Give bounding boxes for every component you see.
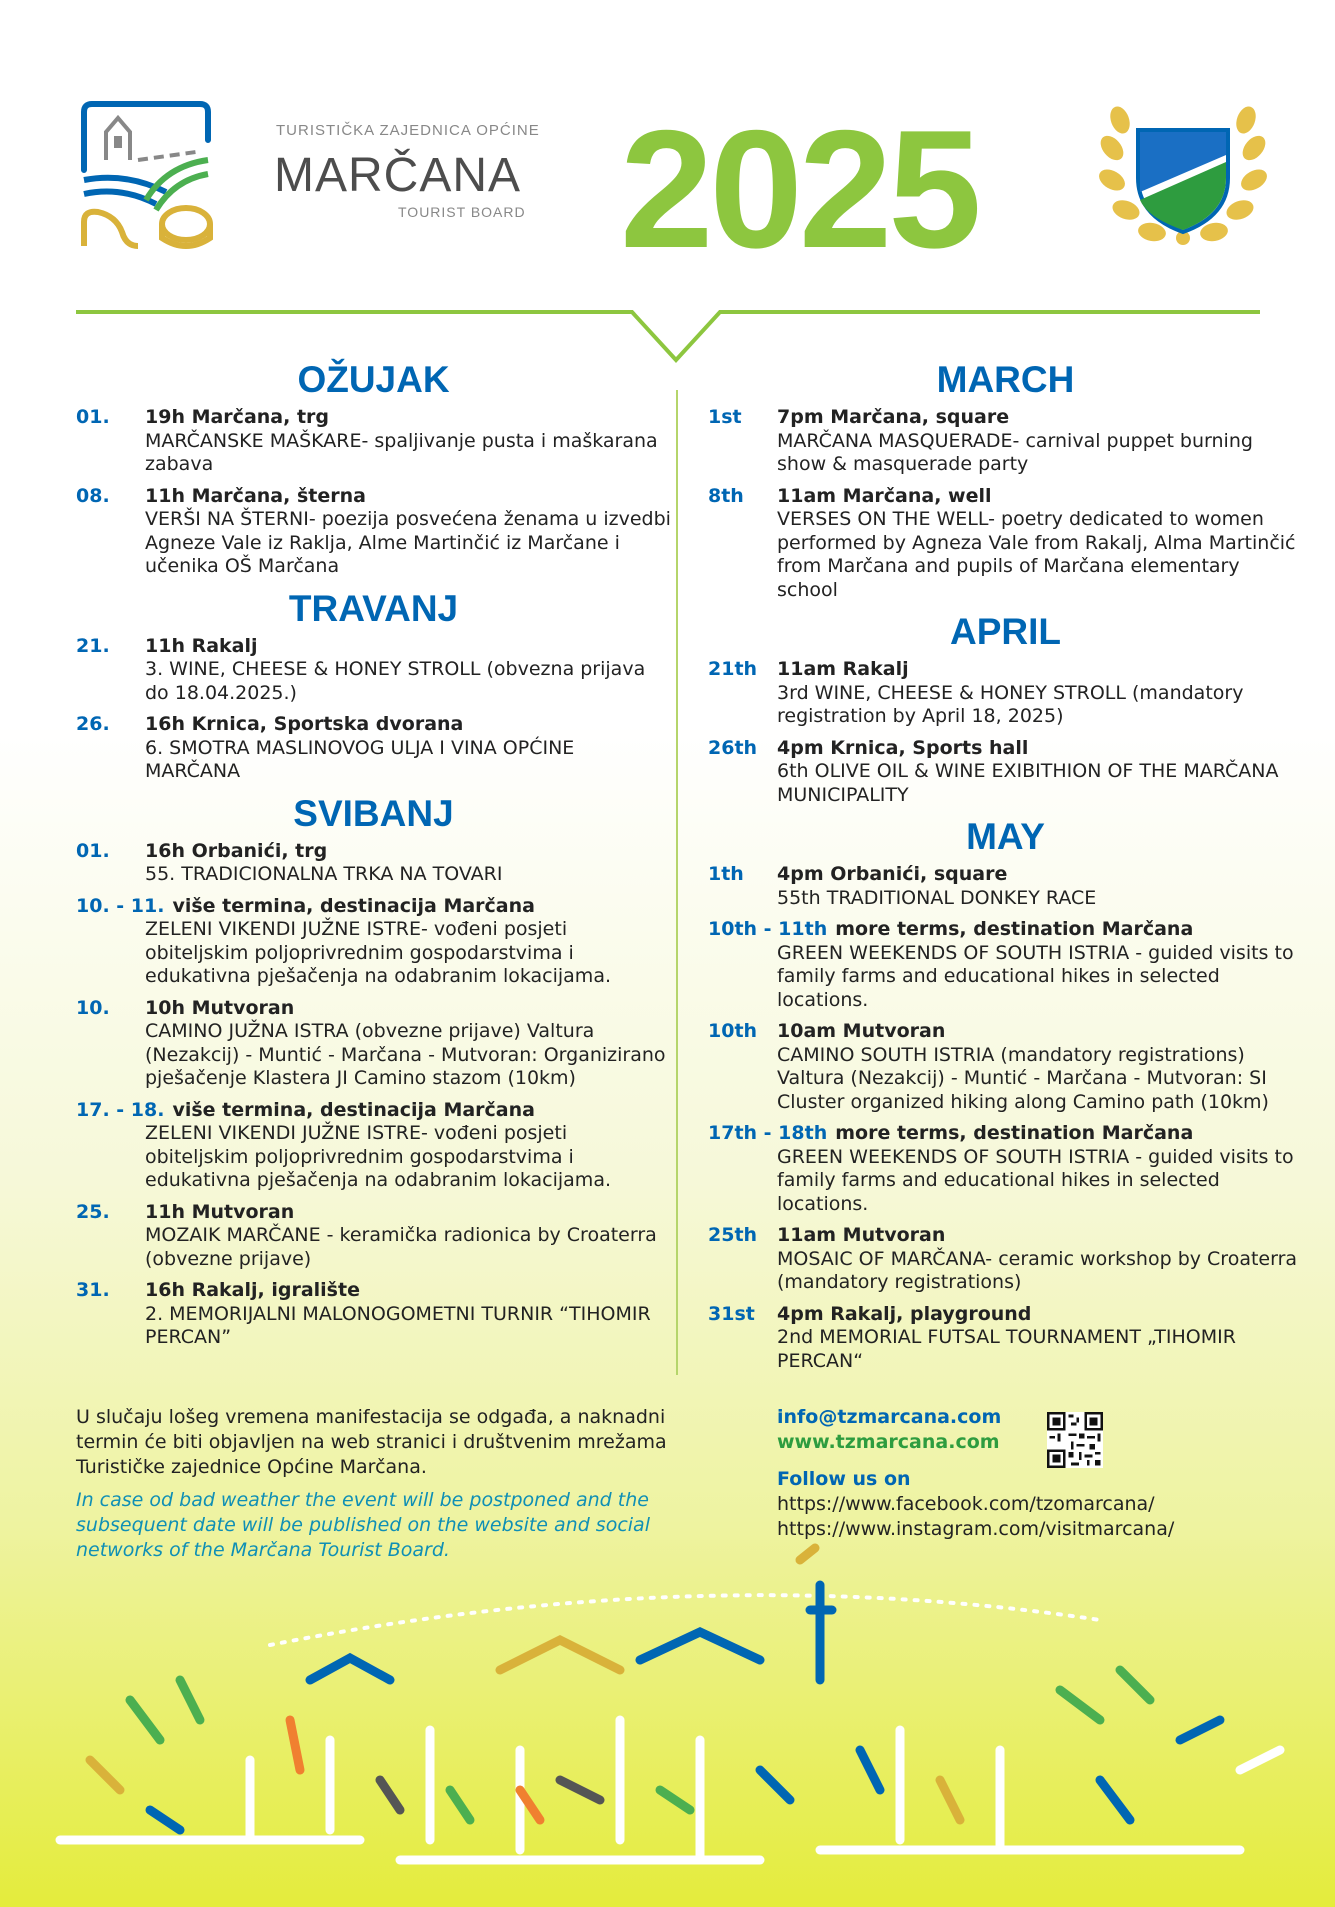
english-column xyxy=(708,358,1303,1381)
event-description: ZELENI VIKENDI JUŽNE ISTRE- vođeni posjeti obiteljskim poljoprivrednim gospodarstvima i edukativna pješačenja na odabranim lokacijama. xyxy=(145,1122,612,1191)
event-time-place: 16h Rakalj, igralište xyxy=(145,1279,360,1301)
month-heading-may: MAY xyxy=(966,816,1045,857)
event-item xyxy=(708,1020,1303,1114)
event-item xyxy=(76,713,671,784)
event-item xyxy=(76,635,671,706)
month-heading-svibanj: SVIBANJ xyxy=(293,792,454,834)
event-item xyxy=(76,406,671,477)
event-description: 55th TRADITIONAL DONKEY RACE xyxy=(777,886,1097,909)
column-divider xyxy=(676,390,678,1375)
event-date: 21th xyxy=(708,658,758,680)
follow-label: Follow us on xyxy=(777,1468,911,1490)
event-time-place: more terms, destination Marčana xyxy=(835,918,1194,940)
event-item xyxy=(708,1122,1303,1216)
org-sub-label: TOURIST BOARD xyxy=(398,204,526,220)
event-description: 6. SMOTRA MASLINOVOG ULJA I VINA OPĆINE MARČANA xyxy=(145,736,575,782)
weather-note-hr: U slučaju lošeg vremena manifestacija se odgađa, a naknadni termin će biti objavljen na web stranici i društvenim mrežama Turističke zajednice Općine Marčana. xyxy=(76,1406,667,1478)
event-description: VERSES ON THE WELL- poetry dedicated to women performed by Agneza Vale from Rakalj, Alma Martinčić from Marčana and pupils of Marčana elementary school xyxy=(777,508,1296,601)
event-time-place: 19h Marčana, trg xyxy=(145,406,329,428)
event-description: MOZAIK MARČANE - keramička radionica by Croaterra (obvezne prijave) xyxy=(145,1224,657,1270)
event-time-place: više termina, destinacija Marčana xyxy=(172,1098,535,1121)
event-description: ZELENI VIKENDI JUŽNE ISTRE- vođeni posjeti obiteljskim poljoprivrednim gospodarstvima i edukativna pješačenja na odabranim lokacijama. xyxy=(145,918,612,987)
event-description: MARČANSKE MAŠKARE- spaljivanje pusta i maškarana zabava xyxy=(145,429,658,475)
event-time-place: 4pm Orbanići, square xyxy=(777,863,1008,885)
event-item xyxy=(76,485,671,579)
event-date: 1st xyxy=(708,406,742,428)
event-description: 2nd MEMORIAL FUTSAL TOURNAMENT „TIHOMIR PERCAN“ xyxy=(777,1326,1236,1372)
event-item xyxy=(76,997,671,1091)
instagram-link[interactable]: https://www.instagram.com/visitmarcana/ xyxy=(777,1518,1175,1540)
event-time-place: 11am Rakalj xyxy=(777,658,909,680)
event-time-place: više termina, destinacija Marčana xyxy=(172,894,535,917)
month-heading-april: APRIL xyxy=(950,611,1061,652)
event-date: 17. - 18. xyxy=(76,1098,165,1121)
event-date: 10th xyxy=(708,1020,758,1042)
header xyxy=(0,0,1335,330)
event-date: 21. xyxy=(76,634,110,657)
event-item xyxy=(76,1099,671,1193)
event-description: VERŠI NA ŠTERNI- poezija posvećena ženama u izvedbi Agneze Vale iz Raklja, Alme Martinčić iz Marčane i učenika OŠ Marčana xyxy=(145,508,671,577)
email-link[interactable]: info@tzmarcana.com xyxy=(777,1406,1002,1428)
event-date: 08. xyxy=(76,484,110,507)
event-item xyxy=(708,485,1303,603)
event-time-place: 10am Mutvoran xyxy=(777,1020,946,1042)
event-time-place: more terms, destination Marčana xyxy=(835,1122,1194,1144)
event-item xyxy=(76,1279,671,1350)
event-date: 26. xyxy=(76,713,110,735)
weather-note-en: In case od bad weather the event will be postponed and the subsequent date will be published on the website and social networks of the Marčana Tourist Board. xyxy=(76,1489,650,1561)
event-item xyxy=(76,895,671,989)
event-date: 25. xyxy=(76,1200,110,1223)
marcana-logo-icon xyxy=(76,100,216,250)
event-description: 3. WINE, CHEESE & HONEY STROLL (obvezna prijava do 18.04.2025.) xyxy=(145,658,646,704)
coat-of-arms-icon xyxy=(1098,100,1268,250)
event-date: 1th xyxy=(708,863,744,885)
event-time-place: 11am Mutvoran xyxy=(777,1224,946,1246)
event-item xyxy=(708,737,1303,808)
event-description: MARČANA MASQUERADE- carnival puppet burning show & masquerade party xyxy=(777,429,1253,475)
event-item xyxy=(76,840,671,887)
event-time-place: 16h Krnica, Sportska dvorana xyxy=(145,713,464,735)
website-link[interactable]: www.tzmarcana.com xyxy=(777,1431,1000,1453)
event-description: MOSAIC OF MARČANA- ceramic workshop by Croaterra (mandatory registrations) xyxy=(777,1247,1298,1293)
event-description: 6th OLIVE OIL & WINE EXIBITHION OF THE MARČANA MUNICIPALITY xyxy=(777,760,1279,806)
event-description: CAMINO JUŽNA ISTRA (obvezne prijave) Valtura (Nezakcij) - Muntić - Marčana - Mutvoran: Organizirano pješačenje Klastera JI Camino stazom (10km) xyxy=(145,1020,666,1089)
event-description: 2. MEMORIJALNI MALONOGOMETNI TURNIR “TIHOMIR PERCAN” xyxy=(145,1302,651,1348)
month-heading-ozujak: OŽUJAK xyxy=(297,359,450,400)
org-top-label: TURISTIČKA ZAJEDNICA OPĆINE xyxy=(276,122,540,139)
event-time-place: 11h Mutvoran xyxy=(145,1200,295,1223)
event-time-place: 4pm Rakalj, playground xyxy=(777,1302,1032,1325)
event-item xyxy=(708,406,1303,477)
event-date: 25th xyxy=(708,1224,758,1246)
event-date: 10th - 11th xyxy=(708,918,828,940)
event-description: GREEN WEEKENDS OF SOUTH ISTRIA - guided visits to family farms and educational hikes in selected locations. xyxy=(777,1145,1294,1215)
croatian-column xyxy=(76,358,671,1358)
village-illustration xyxy=(0,1540,1335,1907)
event-date: 10. - 11. xyxy=(76,894,165,917)
event-date: 01. xyxy=(76,839,110,862)
facebook-link[interactable]: https://www.facebook.com/tzomarcana/ xyxy=(777,1493,1155,1515)
event-item xyxy=(708,918,1303,1012)
month-heading-travanj: TRAVANJ xyxy=(288,587,459,629)
event-date: 31st xyxy=(708,1302,755,1325)
event-time-place: 11am Marčana, well xyxy=(777,484,992,507)
event-date: 01. xyxy=(76,406,110,428)
event-time-place: 7pm Marčana, square xyxy=(777,406,1010,428)
event-time-place: 16h Orbanići, trg xyxy=(145,839,328,862)
org-name: MARČANA xyxy=(274,149,522,202)
event-date: 17th - 18th xyxy=(708,1122,828,1144)
contact-block xyxy=(777,1405,1174,1542)
event-item xyxy=(708,1224,1303,1295)
event-date: 10. xyxy=(76,996,110,1019)
event-date: 26th xyxy=(708,736,758,759)
event-description: GREEN WEEKENDS OF SOUTH ISTRIA - guided visits to family farms and educational hikes in selected locations. xyxy=(777,941,1294,1011)
event-time-place: 10h Mutvoran xyxy=(145,996,295,1019)
event-description: CAMINO SOUTH ISTRIA (mandatory registrations) Valtura (Nezakcij) - Muntić - Marčana - Mutvoran: SI Cluster organized hiking along Camino path (10km) xyxy=(777,1043,1269,1113)
event-date: 8th xyxy=(708,484,744,507)
year-title: 2025 xyxy=(620,95,978,283)
event-time-place: 11h Rakalj xyxy=(145,634,258,657)
month-heading-march: MARCH xyxy=(936,359,1075,400)
event-date: 31. xyxy=(76,1279,110,1301)
event-item xyxy=(708,1303,1303,1374)
event-time-place: 11h Marčana, šterna xyxy=(145,484,366,507)
qr-code-icon[interactable] xyxy=(1047,1412,1103,1468)
event-item xyxy=(708,863,1303,910)
event-item xyxy=(708,658,1303,729)
event-item xyxy=(76,1201,671,1272)
event-description: 55. TRADICIONALNA TRKA NA TOVARI xyxy=(145,863,503,885)
event-time-place: 4pm Krnica, Sports hall xyxy=(777,736,1029,759)
event-description: 3rd WINE, CHEESE & HONEY STROLL (mandatory registration by April 18, 2025) xyxy=(777,681,1244,727)
